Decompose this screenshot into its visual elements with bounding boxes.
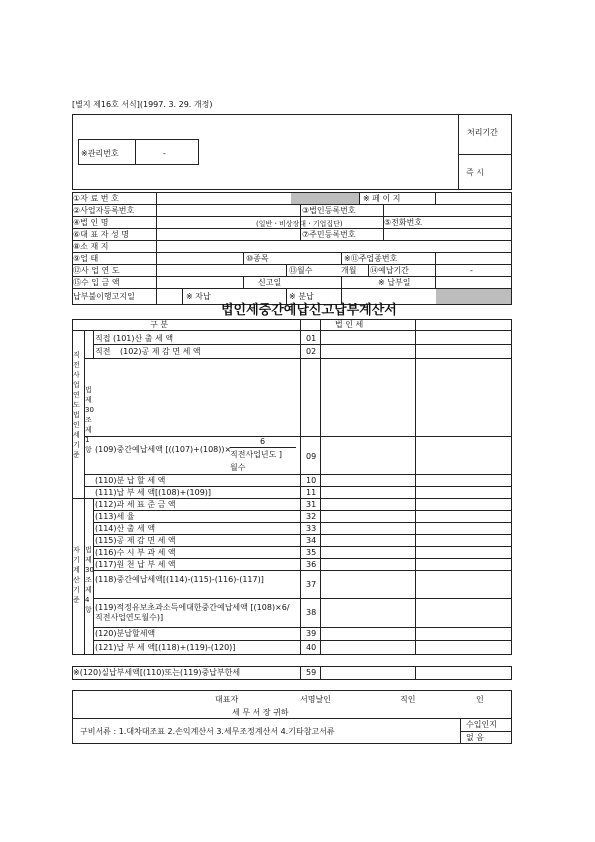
corp-type-label: (일반ㆍ비상장대ㆍ기업집단) bbox=[256, 220, 343, 228]
row-code-36: 36 bbox=[306, 560, 317, 569]
form-title: 법인세중간예납신고납부계산서 bbox=[221, 303, 397, 318]
row-label-110: (110)분 납 할 세 액 bbox=[95, 476, 166, 485]
installment-label: ※ 분납 bbox=[289, 292, 314, 301]
nonpayment-label: 납부불이행고지일 bbox=[73, 292, 135, 301]
row-code-35: 35 bbox=[306, 548, 317, 557]
data-number-label: ①자 료 번 호 bbox=[73, 194, 119, 203]
page-label: ※ 페 이 지 bbox=[363, 194, 401, 203]
row-label-118: (118)중간예납세액[(114)-(115)-(116)-(117)] bbox=[95, 575, 264, 584]
row-label-121: (121)납 부 세 액[(118)+(119)-(120)] bbox=[95, 643, 236, 652]
attachments-label: 구비서류 : 1.대차대조표 2.손익계산서 3.세무조정계산서 4.기타참고서류 bbox=[80, 727, 335, 736]
fraction-unit: 월수 bbox=[230, 463, 246, 472]
row-label-113: (113)세 율 bbox=[95, 512, 135, 521]
group-prior-law: 법제30조제1항 bbox=[85, 386, 94, 454]
interim-period-label: ⑭예납기간 bbox=[370, 266, 409, 275]
mgmt-number-value[interactable]: - bbox=[163, 149, 166, 158]
row-label-119: (119)적정유보초과소득에대한중간예납세액 [(108)×6/직전사업연도월수)] bbox=[95, 603, 290, 622]
header-tax: 법 인 세 bbox=[335, 320, 364, 329]
processing-period-value: 즉 시 bbox=[466, 168, 484, 177]
prior-row-sub: 직전 bbox=[95, 347, 111, 356]
row-code-11: 11 bbox=[306, 488, 317, 497]
interim-period-dash: - bbox=[470, 266, 473, 275]
seal-label: 인 bbox=[476, 695, 484, 704]
row-label-116: (116)수 시 부 과 세 액 bbox=[95, 548, 176, 557]
stamp-label: 수입인지 bbox=[466, 720, 497, 729]
fraction-numerator: 6 bbox=[260, 437, 266, 446]
corp-reg-label: ③법인등록번호 bbox=[302, 206, 356, 215]
row-code-34: 34 bbox=[306, 536, 317, 545]
row-label-114: (114)산 출 세 액 bbox=[95, 524, 156, 533]
item-label: ⑩종목 bbox=[246, 254, 269, 263]
row-label-111: (111)납 부 세 액[(108)+(109)] bbox=[95, 488, 212, 497]
row-code-37: 37 bbox=[306, 580, 317, 589]
representative-sign-label: 대표자 bbox=[215, 695, 239, 704]
final-row-label: ※(120)실납부세액[(110)또는(119)중납부한세 bbox=[73, 668, 241, 677]
row-code-01: 01 bbox=[306, 334, 317, 343]
payment-date-label: ※ 납부일 bbox=[378, 278, 411, 287]
group-self-label: 자기계산기준 bbox=[73, 546, 80, 604]
row-label-115: (115)공 제 감 면 세 액 bbox=[95, 536, 176, 545]
row-label-102: (102)공 제 감 면 세 액 bbox=[120, 347, 201, 356]
row-code-31: 31 bbox=[306, 500, 317, 509]
row-code-39: 39 bbox=[306, 629, 317, 638]
phone-label: ⑤전화번호 bbox=[384, 218, 423, 227]
processing-period-label: 처리기간 bbox=[467, 128, 498, 137]
header-category: 구 분 bbox=[150, 320, 168, 329]
addressee-label: 세 무 서 장 귀하 bbox=[232, 708, 289, 717]
final-row-code: 59 bbox=[306, 668, 317, 677]
address-label: ⑧소 재 지 bbox=[73, 242, 109, 251]
group-self-law: 법제30조제4항 bbox=[85, 546, 94, 614]
signature-or-seal-label: 서명날인 bbox=[300, 695, 331, 704]
row-label-117: (117)원 천 납 부 세 액 bbox=[95, 560, 176, 569]
position-label: 직인 bbox=[400, 695, 416, 704]
group-prior-label: 직전사업연도법인세기준 bbox=[73, 351, 80, 459]
months-unit: 개월 bbox=[341, 266, 357, 275]
row-label-120: (120)분납할세액 bbox=[95, 629, 156, 638]
months-label: ⑬월수 bbox=[289, 266, 313, 275]
row-code-32: 32 bbox=[306, 512, 317, 521]
self-pay-label: ※ 자납 bbox=[186, 292, 211, 301]
row-code-10: 10 bbox=[306, 476, 317, 485]
filing-date-label: 신고일 bbox=[258, 278, 282, 287]
stamp-value: 없 음 bbox=[466, 733, 484, 742]
biz-reg-label: ②사업자등록번호 bbox=[73, 206, 135, 215]
row-code-38: 38 bbox=[306, 608, 317, 617]
row-code-02: 02 bbox=[306, 347, 317, 356]
row-code-33: 33 bbox=[306, 524, 317, 533]
row-code-40: 40 bbox=[306, 643, 317, 652]
representative-label: ⑥대 표 자 성 명 bbox=[73, 230, 129, 239]
resident-reg-label: ⑦주민등록번호 bbox=[302, 230, 356, 239]
fiscal-year-label: ⑫사 업 연 도 bbox=[73, 266, 120, 275]
form-header: [별지 제16호 서식](1997. 3. 29. 개정) bbox=[72, 100, 213, 109]
revenue-label: ⑮수 입 금 액 bbox=[73, 278, 120, 287]
row-label-112: (112)과 세 표 준 금 액 bbox=[95, 500, 176, 509]
mgmt-number-label: ※관리번호 bbox=[81, 149, 119, 158]
row-code-09: 09 bbox=[306, 452, 317, 461]
row-label-109: (109)중간예납세액 [((107)+(108))× bbox=[95, 445, 232, 454]
row-label-101: 직접 (101)산 출 세 액 bbox=[95, 334, 174, 343]
corp-name-label: ④법 인 명 bbox=[73, 218, 109, 227]
fraction-denominator: 직전사업년도 ] bbox=[230, 450, 283, 459]
main-business-code-label: ※⑪주업종번호 bbox=[344, 254, 398, 263]
business-label: ⑨업 태 bbox=[73, 254, 99, 263]
